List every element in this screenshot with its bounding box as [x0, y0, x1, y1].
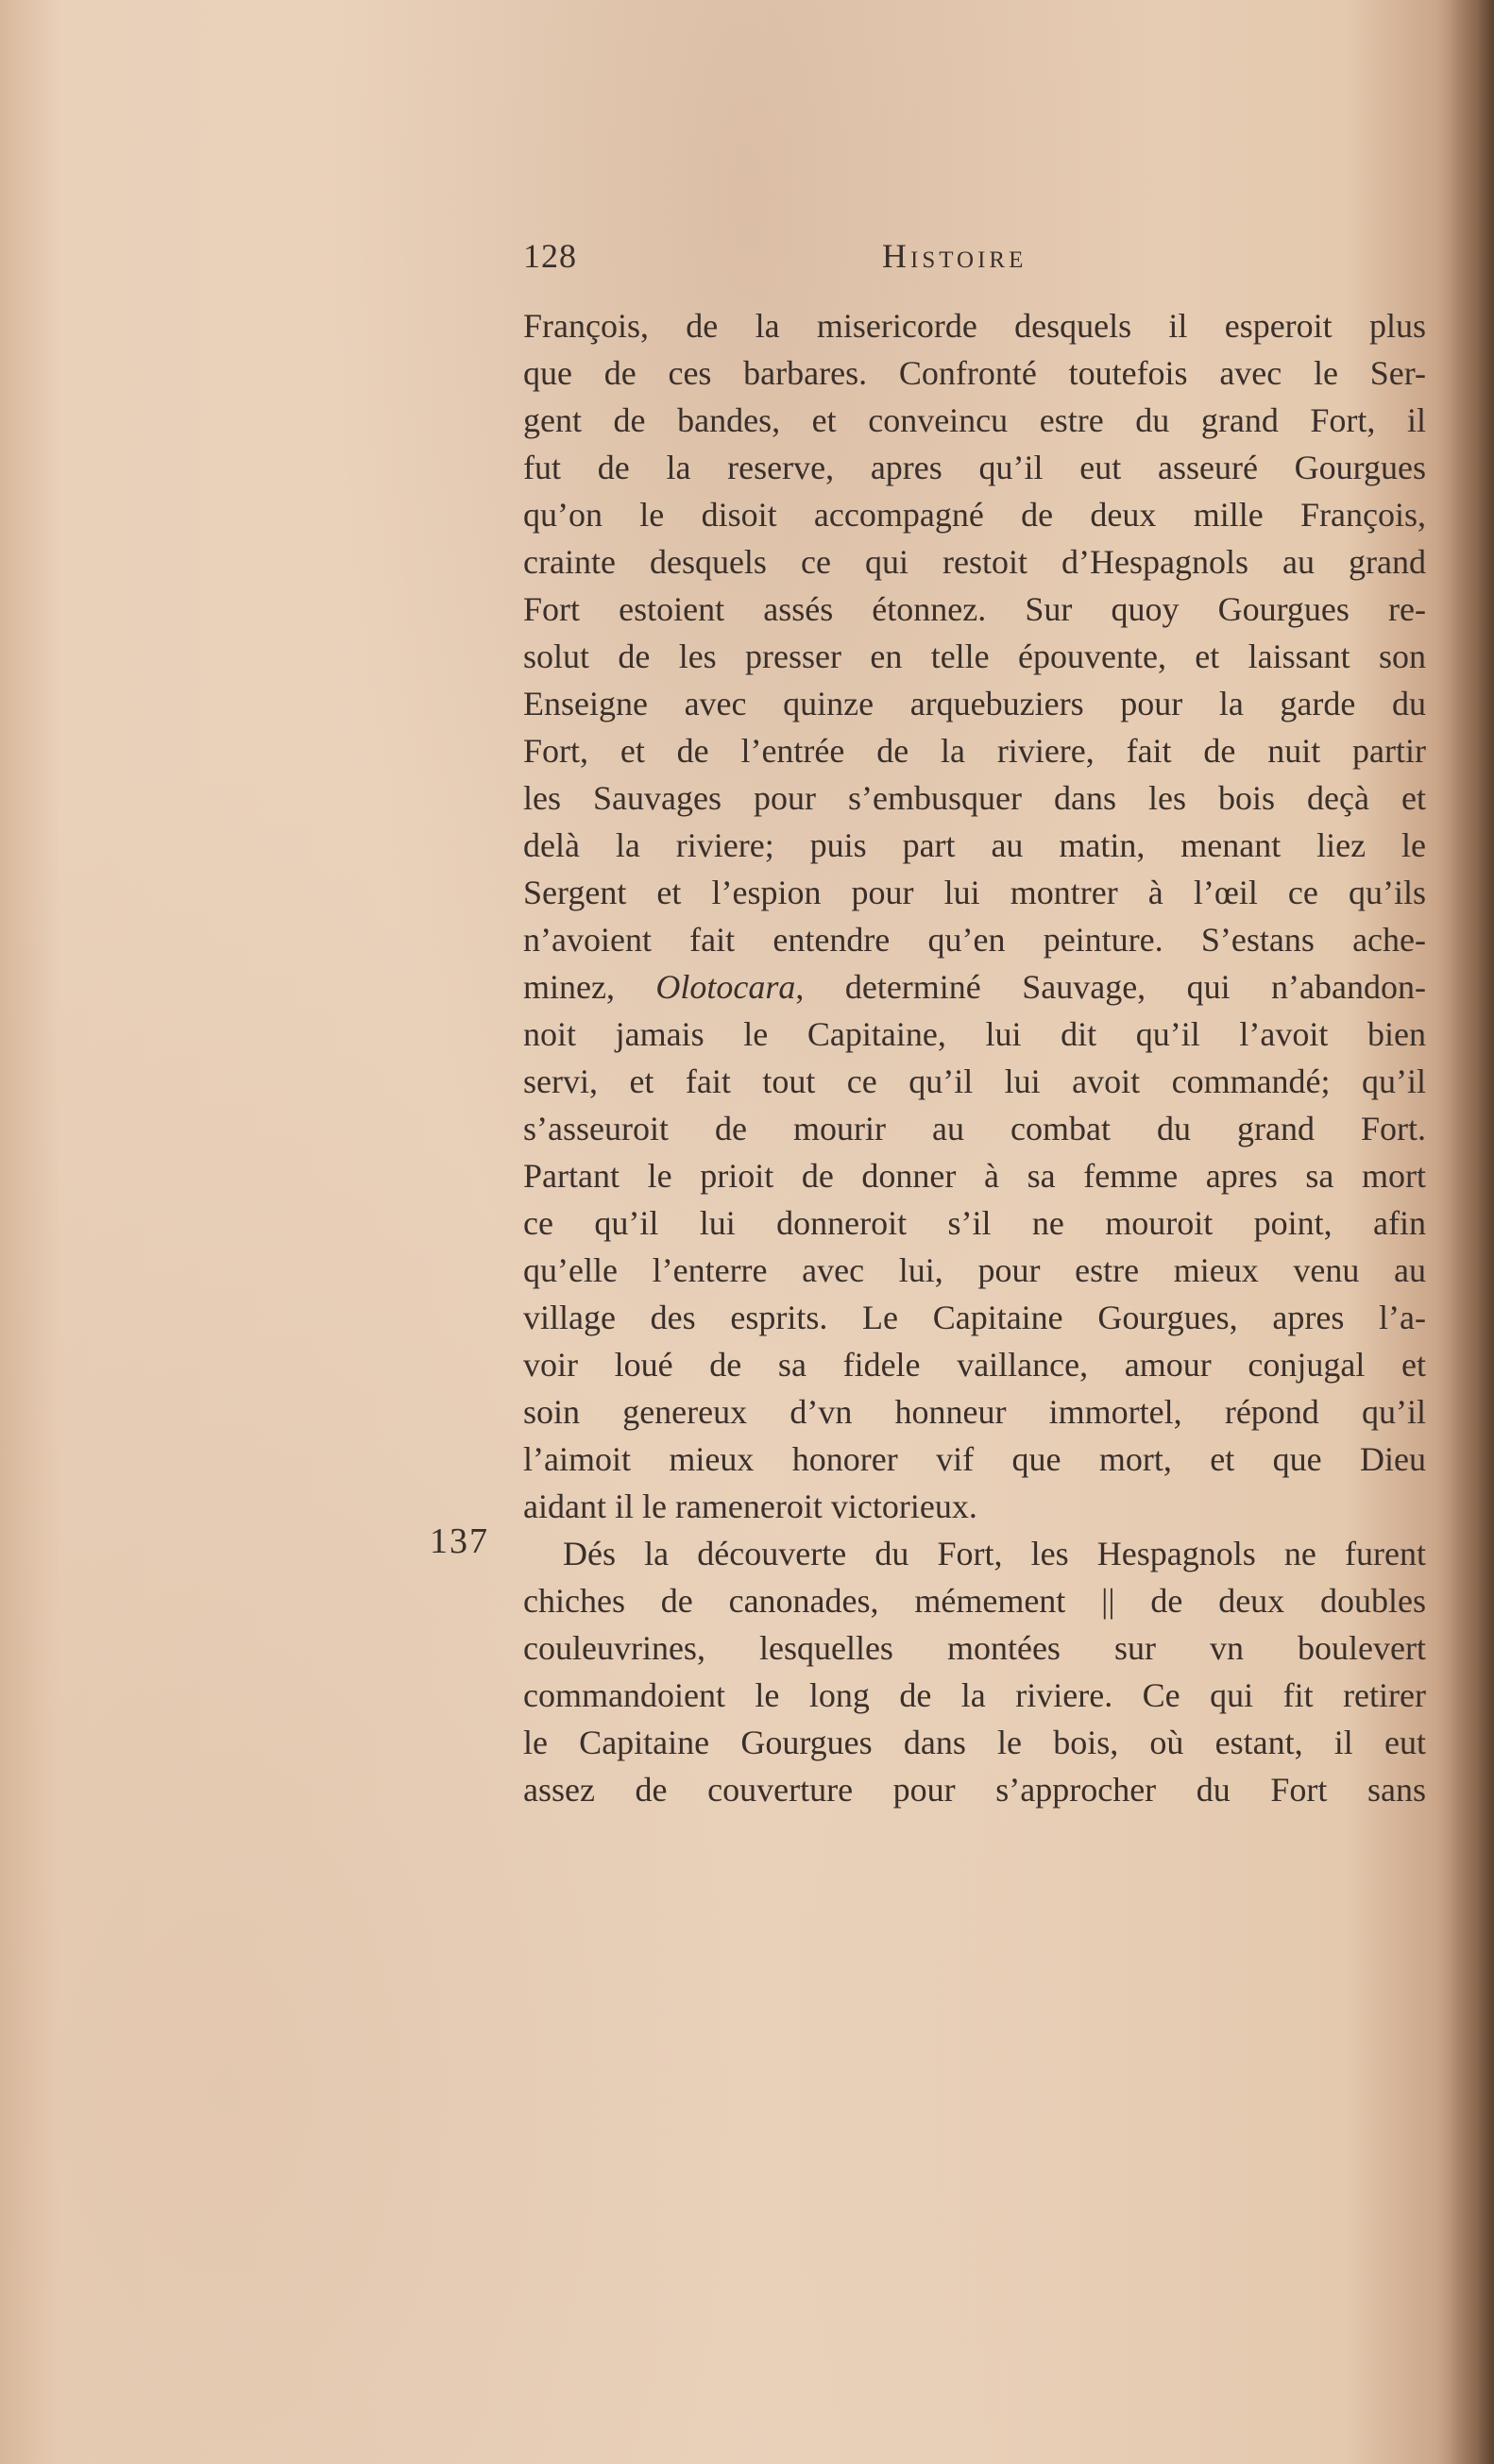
text-line: s’asseuroit de mourir au combat du grand Fort.	[523, 1110, 1426, 1147]
text-line: servi, et fait tout ce qu’il lui avoit commandé; qu’il	[523, 1062, 1426, 1100]
page-heading: Histoire	[882, 237, 1027, 275]
text-line: chiches de canonades, mémement || de deux doubles	[523, 1582, 1426, 1620]
text-line: gent de bandes, et conveincu estre du grand Fort, il	[523, 401, 1426, 439]
italic-name: Olotocara	[655, 968, 796, 1006]
text-line: assez de couverture pour s’approcher du Fort sans	[523, 1771, 1426, 1809]
text-line: François, de la misericorde desquels il esperoit plus	[523, 307, 1426, 345]
text-line: le Capitaine Gourgues dans le bois, où estant, il eut	[523, 1724, 1426, 1761]
margin-reference-number: 137	[430, 1521, 489, 1561]
text-line: l’aimoit mieux honorer vif que mort, et que Dieu	[523, 1440, 1426, 1478]
text-line: les Sauvages pour s’embusquer dans les bois deçà et	[523, 779, 1426, 817]
text-line: qu’elle l’enterre avec lui, pour estre mieux venu au	[523, 1251, 1426, 1289]
text-line: crainte desquels ce qui restoit d’Hespagnols au grand	[523, 543, 1426, 581]
paragraph-end-line: aidant il le rameneroit victorieux.	[523, 1487, 977, 1525]
text-line: couleuvrines, lesquelles montées sur vn boulevert	[523, 1629, 1426, 1667]
text-line: fut de la reserve, apres qu’il eut asseuré Gourgues	[523, 449, 1426, 486]
text-line: Fort, et de l’entrée de la riviere, fait de nuit partir	[523, 732, 1426, 770]
text-line: ce qu’il lui donneroit s’il ne mouroit point, afin	[523, 1204, 1426, 1242]
body-text	[523, 302, 1426, 1813]
running-head	[523, 236, 1430, 283]
text-line: delà la riviere; puis part au matin, menant liez le	[523, 826, 1426, 864]
text-line: Sergent et l’espion pour lui montrer à l’œil ce qu’ils	[523, 874, 1426, 911]
text-line: que de ces barbares. Confronté toutefois avec le Ser-	[523, 354, 1426, 392]
text-line: voir loué de sa fidele vaillance, amour conjugal et	[523, 1346, 1426, 1384]
text-line: Fort estoient assés étonnez. Sur quoy Gourgues re-	[523, 590, 1426, 628]
text-line: soin genereux d’vn honneur immortel, répond qu’il	[523, 1393, 1426, 1431]
text-line: noit jamais le Capitaine, lui dit qu’il l’avoit bien	[523, 1015, 1426, 1053]
text-line: commandoient le long de la riviere. Ce qui fit retirer	[523, 1676, 1426, 1714]
text-line: qu’on le disoit accompagné de deux mille François,	[523, 496, 1426, 534]
paragraph-start-line: Dés la découverte du Fort, les Hespagnols ne furent	[563, 1535, 1426, 1572]
text-line: solut de les presser en telle épouvente, et laissant son	[523, 637, 1426, 675]
page-edge-shadow	[1437, 0, 1494, 2464]
text-line: n’avoient fait entendre qu’en peinture. S’estans ache-	[523, 921, 1426, 959]
text-line: village des esprits. Le Capitaine Gourgues, apres l’a-	[523, 1299, 1426, 1336]
text-line: Enseigne avec quinze arquebuziers pour la garde du	[523, 685, 1426, 722]
page-number: 128	[523, 237, 577, 275]
text-line: minez, Olotocara, determiné Sauvage, qui n’abandon-	[523, 968, 1426, 1006]
text-line: Partant le prioit de donner à sa femme apres sa mort	[523, 1157, 1426, 1195]
